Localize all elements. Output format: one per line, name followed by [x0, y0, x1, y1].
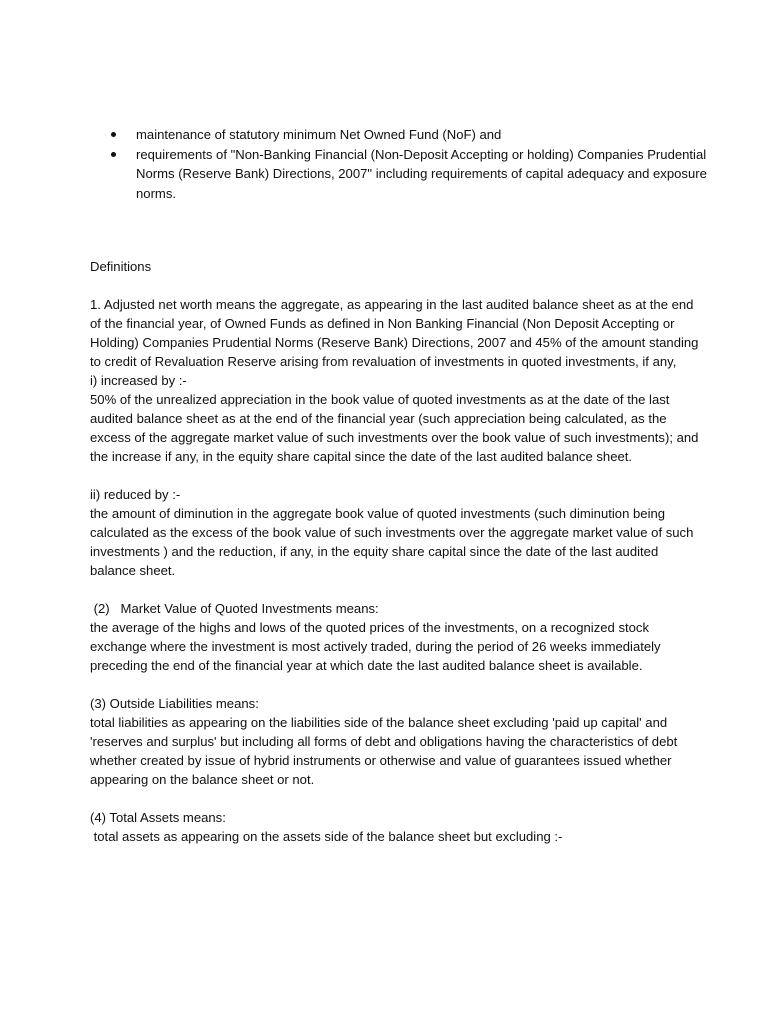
bullet-icon [111, 152, 116, 157]
def2-heading: (2) Market Value of Quoted Investments means: [90, 601, 379, 616]
list-item [111, 145, 711, 204]
bullet-text: maintenance of statutory minimum Net Owned Fund (NoF) and [136, 127, 502, 142]
requirements-bullet-list [111, 125, 711, 203]
def1-reduced-text: the amount of diminution in the aggregate book value of quoted investments (such diminution being calculated as the excess of the book value of such investments over the aggregate market value of such investments ) and the reduction, if any, in the equity share capital since the date of the last audited balance sheet. [90, 506, 694, 578]
def1-increased-b: the increase if any, in the equity share capital since the date of the last audited balance sheet. [90, 449, 633, 464]
bullet-text: requirements of "Non-Banking Financial (Non-Deposit Accepting or holding) Companies Prudential Norms (Reserve Bank) Directions, 2007" including requirements of capital adequacy and exposure norms. [136, 146, 707, 201]
definitions-heading: Definitions [90, 259, 152, 274]
definitions-section [90, 257, 700, 846]
def3-heading: (3) Outside Liabilities means: [90, 696, 259, 711]
bullet-icon [111, 132, 116, 137]
def4-heading: (4) Total Assets means: [90, 810, 226, 825]
def3-text: total liabilities as appearing on the liabilities side of the balance sheet excluding 'paid up capital' and 'reserves and surplus' but including all forms of debt and obligations having the characteristics of debt whether created by issue of hybrid instruments or otherwise and value of guarantees issued whether appearing on the balance sheet or not. [90, 715, 678, 787]
def1-increased-a: 50% of the unrealized appreciation in the book value of quoted investments as at the date of the last audited balance sheet as at the end of the financial year (such appreciation being calculated, as the excess of the aggregate market value of such investments over the book value of such investments); and [90, 392, 699, 445]
def2-text: the average of the highs and lows of the quoted prices of the investments, on a recognized stock exchange where the investment is most actively traded, during the period of 26 weeks immediately preceding the end of the financial year at which date the last audited balance sheet is available. [90, 620, 661, 673]
def1-reduced-label: ii) reduced by :- [90, 487, 181, 502]
def1-text: 1. Adjusted net worth means the aggregate, as appearing in the last audited balance sheet as at the end of the financial year, of Owned Funds as defined in Non Banking Financial (Non Deposit Accepting or Holding) Companies Prudential Norms (Reserve Bank) Directions, 2007 and 45% of the amount standing to credit of Revaluation Reserve arising from revaluation of investments in quoted investments, if any, [90, 297, 699, 369]
list-item [111, 125, 711, 145]
def4-text: total assets as appearing on the assets side of the balance sheet but excluding :- [90, 829, 563, 844]
def1-increased-label: i) increased by :- [90, 373, 187, 388]
